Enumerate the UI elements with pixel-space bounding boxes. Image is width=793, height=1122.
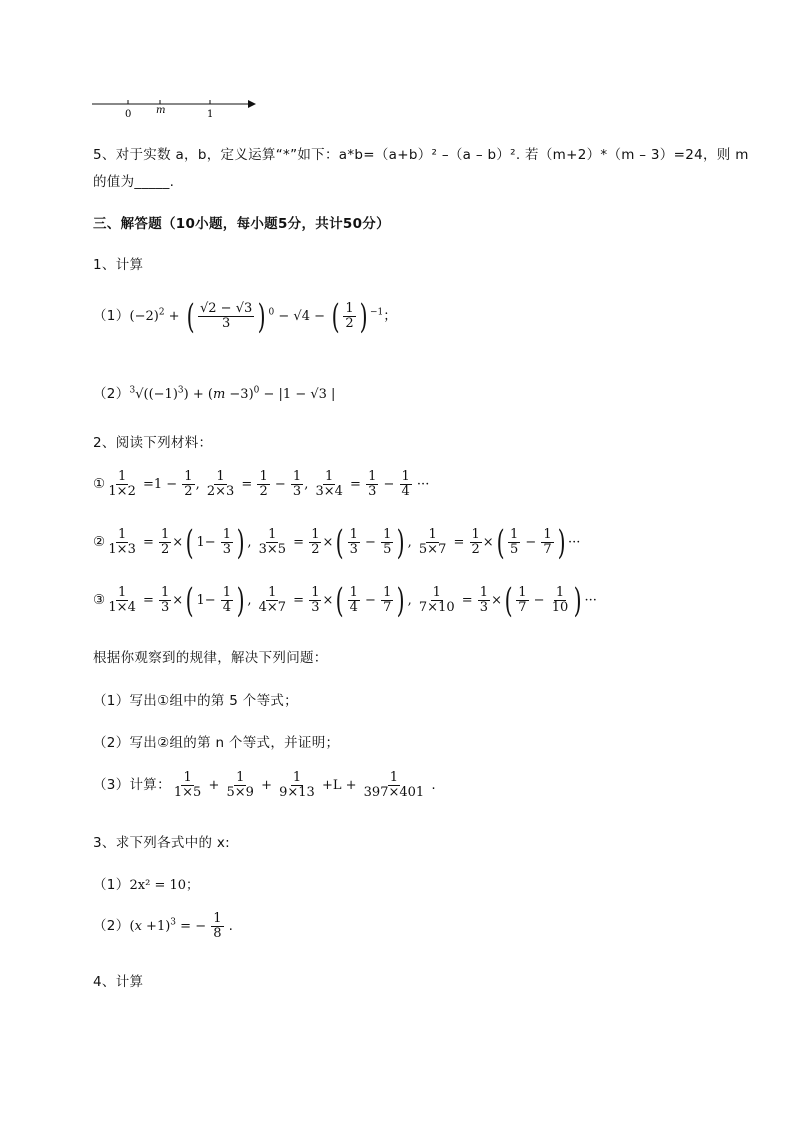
material-row-1: ① $\frac{1}{1\times 2}$ =1 − $\frac{1}{2}$ , $\frac{1}{2\times 3}$ = $\frac{1}{2}$ − $\frac{1}{3}$ , $\frac{1}{3\times 4}$ = $\frac{1}{3}$ − $\frac{1}{4}$ ··· [93, 469, 430, 499]
material-row-3-label: ③ [93, 592, 106, 608]
problem-1-expr-2: $(2)^3√((-1)^3) + (m -3)^0 - |1 - √3$ | [93, 385, 336, 402]
material-row-1-label: ① [93, 476, 106, 492]
problem-3-sub1-expr: 2x² = 10； [129, 878, 200, 893]
problem-1-sub1-end: ； [383, 308, 398, 324]
number-line-label-m: m [156, 105, 166, 116]
problem-3-expr-1 [93, 873, 199, 893]
number-line-label-0: 0 [125, 109, 132, 120]
problem-3-expr-2: $(2)(x +1)^3$ = − $\frac{1}{8}$ . [93, 911, 234, 941]
material-row-2: ② $\frac{1}{1\times 3}$ = $\frac{1}{2}$ ×( 1− $\frac{1}{3}$ ) , $\frac{1}{3\times 5}$ = $\frac{1}{2}$ ×( $\frac{1}{3}$ − $\frac{1}{5}$ ) , $\frac{1}{5\times 7}$ = $\frac{1}{2}$ ×( $\frac{1}{5}$ − $\frac{1}{7}$ ) ··· [93, 522, 581, 563]
q5-line2: 的值为_____. [93, 174, 175, 190]
problem-3-sub2-end: . [228, 918, 234, 934]
material-row-2-label: ② [93, 534, 106, 550]
problem-3-sub2-label: （2） [93, 918, 130, 934]
problem-3-title: 3、求下列各式中的 x: [93, 835, 231, 851]
problem-1-expr-1: $(1)(-2)^2$ + ( $\frac{√2 - √3}{3}$ ) $^0$ − √4 − ( $\frac{1}{2}$ ) $^{-1}$； [93, 296, 398, 337]
problem-2-question-1: （1）写出①组中的第 5 个等式； [93, 693, 298, 709]
problem-2-q3-label: （3）计算： [93, 777, 171, 793]
problem-2-question-3: （3）计算： $\frac{1}{1\times 5}$ + $\frac{1}{5\times 9}$ + $\frac{1}{9\times 13}$ +L + $\frac{1}{397\times 401}$ . [93, 770, 436, 800]
number-line [90, 96, 260, 120]
number-line-label-1: 1 [207, 109, 214, 120]
problem-1-sub1-label: （1） [93, 308, 130, 324]
section-title: 三、解答题（10小题，每小题5分，共计50分） [93, 216, 390, 232]
problem-2-instruction: 根据你观察到的规律，解决下列问题： [93, 650, 328, 666]
problem-2-title: 2、阅读下列材料： [93, 435, 213, 451]
q5-line1: 5、对于实数 a，b，定义运算“*”如下：a*b=（a+b）² –（a – b）². 若（m+2）*（m – 3）=24，则 m [93, 147, 749, 163]
problem-4-title: 4、计算 [93, 974, 144, 990]
problem-1-title: 1、计算 [93, 257, 144, 273]
problem-1-sub2-label: （2） [93, 386, 130, 402]
problem-2-question-2: （2）写出②组的第 n 个等式，并证明； [93, 735, 340, 751]
material-row-3: ③ $\frac{1}{1\times 4}$ = $\frac{1}{3}$ ×( 1− $\frac{1}{4}$ ) , $\frac{1}{4\times 7}$ = $\frac{1}{3}$ ×( $\frac{1}{4}$ − $\frac{1}{7}$ ) , $\frac{1}{7\times 10}$ = $\frac{1}{3}$ ×( $\frac{1}{7}$ − $\frac{1}{10}$ ) ··· [93, 580, 597, 621]
problem-3-sub1-label: （1） [93, 877, 130, 893]
problem-2-q3-end: . [431, 777, 436, 793]
